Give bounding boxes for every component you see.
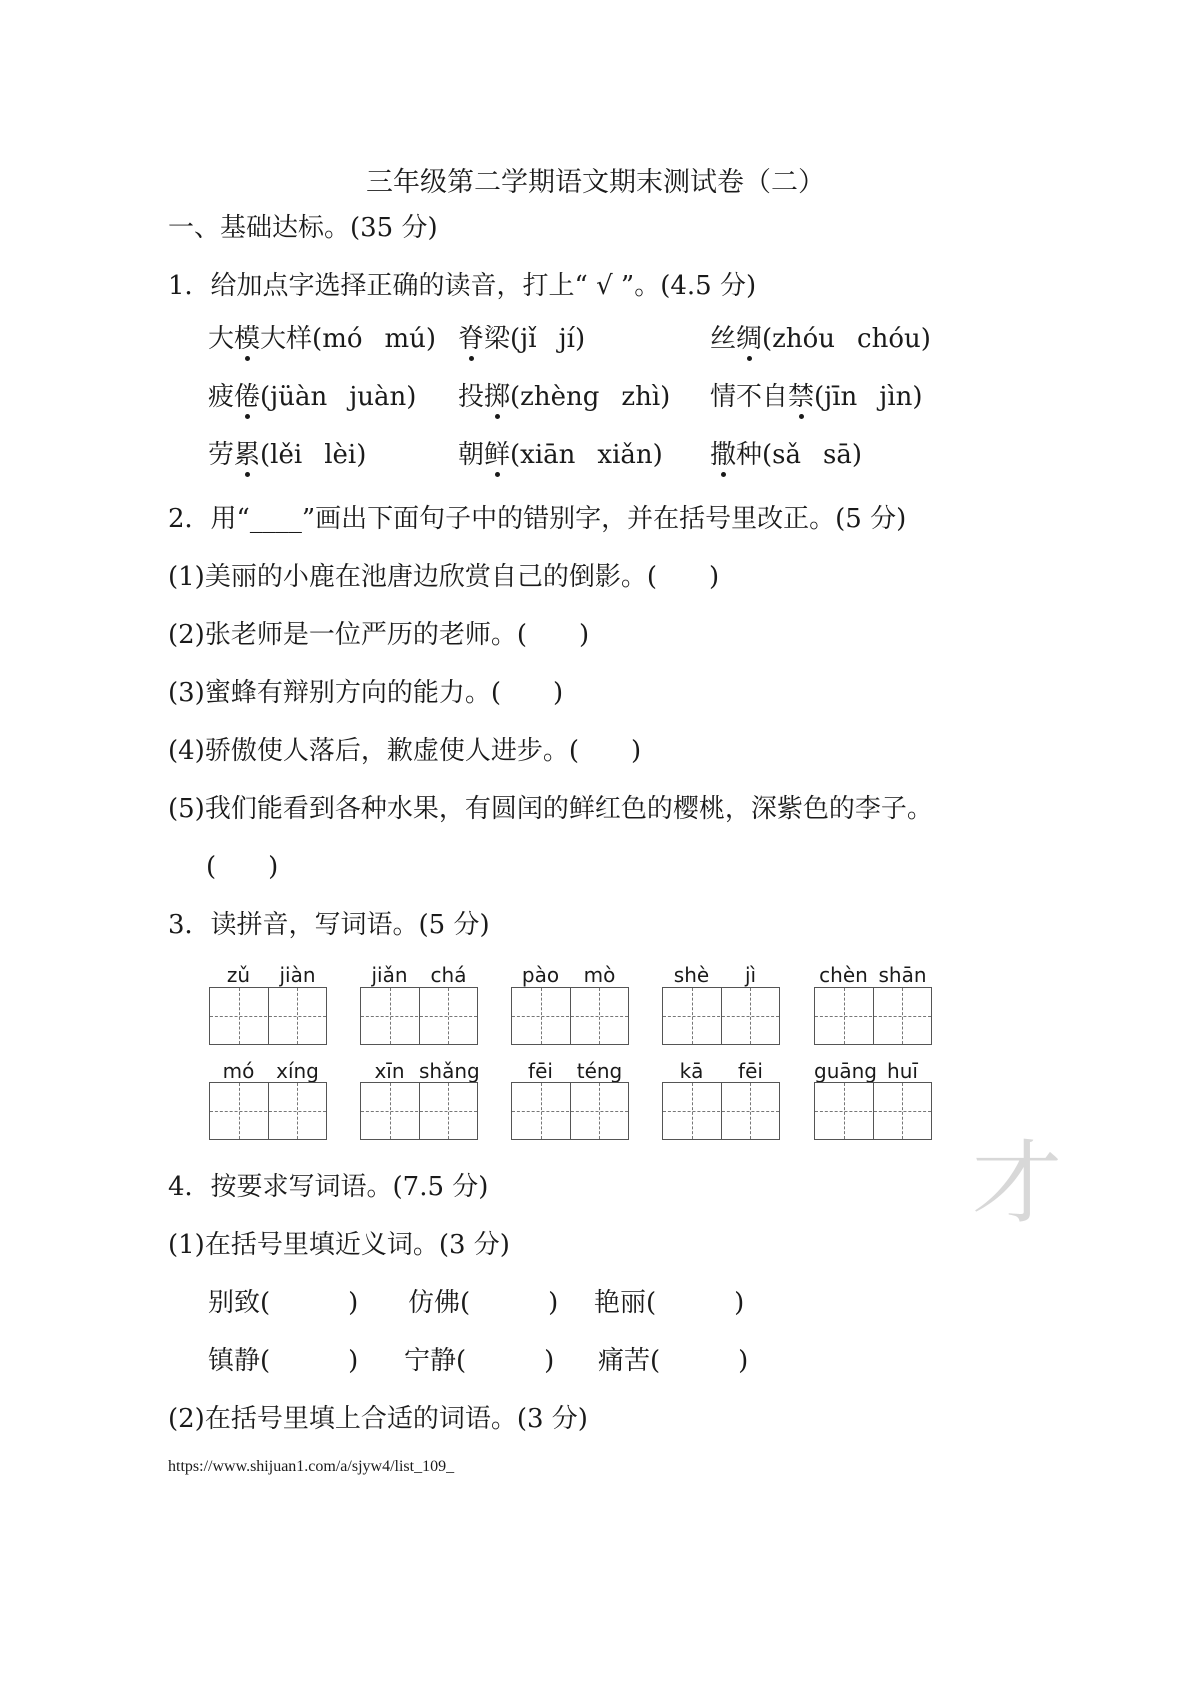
reading-option — [710, 376, 923, 413]
pinyin-choice: (lěi — [260, 440, 303, 470]
pinyin-choice: juàn) — [349, 382, 417, 412]
option-text: 种 — [736, 440, 763, 470]
pinyin-syllable: fēi — [738, 1059, 763, 1083]
question-2-heading: 2．用“____”画出下面句子中的错别字，并在括号里改正。(5 分) — [168, 504, 907, 534]
pinyin-syllable: shān — [878, 963, 927, 987]
reading-option — [710, 318, 931, 355]
option-text: 疲 — [208, 382, 235, 412]
reading-option — [710, 434, 862, 471]
question-2-item: (3)蜜蜂有辩别方向的能力。( ) — [168, 678, 564, 708]
pinyin-syllable: jì — [744, 963, 757, 987]
option-text: 大 — [208, 324, 235, 354]
watermark: 才 — [972, 1131, 1062, 1236]
synonym-blank: 艳丽( ) — [594, 1288, 745, 1318]
question-4-sub1: (1)在括号里填近义词。(3 分) — [168, 1230, 510, 1260]
pinyin-choice: (xiān — [510, 440, 576, 470]
pinyin-syllable: mó — [222, 1059, 255, 1083]
pinyin-choice: (jīn — [814, 382, 858, 412]
synonym-blank: 镇静( ) — [208, 1346, 359, 1376]
dotted-char: 撒 — [710, 434, 736, 471]
dotted-char: 绸 — [736, 318, 762, 355]
question-2-item: (5)我们能看到各种水果，有圆闰的鲜红色的樱桃，深紫色的李子。 — [168, 794, 933, 824]
pinyin-choice: (jüàn — [260, 382, 328, 412]
pinyin-choice: (mó — [312, 324, 363, 354]
pinyin-syllable: fēi — [528, 1059, 553, 1083]
footer-url: https://www.shijuan1.com/a/sjyw4/list_109_ — [168, 1458, 455, 1475]
writing-box[interactable] — [511, 1082, 629, 1140]
reading-option — [208, 434, 366, 471]
question-2-item: (2)张老师是一位严历的老师。( ) — [168, 620, 590, 650]
option-text: 情不自 — [710, 382, 789, 412]
answer-blank: ( ) — [206, 852, 279, 882]
option-text: 丝 — [710, 324, 737, 354]
pinyin-choice: (sǎ — [762, 440, 802, 470]
writing-box[interactable] — [662, 1082, 780, 1140]
pinyin-choice: (zhèng — [510, 382, 600, 412]
dotted-char: 禁 — [788, 376, 814, 413]
option-text: 朝 — [458, 440, 485, 470]
dotted-char: 鲜 — [484, 434, 510, 471]
synonym-blank: 别致( ) — [208, 1288, 359, 1318]
section-heading: 一、基础达标。(35 分) — [168, 213, 438, 243]
pinyin-syllable: kā — [679, 1059, 704, 1083]
question-2-item: (1)美丽的小鹿在池唐边欣赏自己的倒影。( ) — [168, 562, 720, 592]
writing-box[interactable] — [209, 1082, 327, 1140]
pinyin-syllable: chá — [430, 963, 467, 987]
pinyin-choice: (jǐ — [510, 324, 537, 354]
writing-box[interactable] — [360, 987, 478, 1045]
pinyin-syllable: jiǎn — [371, 963, 408, 987]
pinyin-syllable: shǎng — [419, 1059, 480, 1083]
pinyin-choice: mú) — [384, 324, 437, 354]
pinyin-choice: chóu) — [857, 324, 931, 354]
pinyin-syllable: téng — [576, 1059, 623, 1083]
pinyin-syllable: jiàn — [279, 963, 316, 987]
reading-option — [458, 376, 670, 413]
pinyin-syllable: xīn — [374, 1059, 405, 1083]
pinyin-syllable: mò — [583, 963, 616, 987]
pinyin-choice: sā) — [823, 440, 863, 470]
pinyin-syllable: pào — [521, 963, 560, 987]
page-title: 三年级第二学期语文期末测试卷（二） — [366, 167, 825, 198]
option-text: 大样 — [260, 324, 313, 354]
reading-option — [458, 434, 663, 471]
writing-box[interactable] — [662, 987, 780, 1045]
synonym-blank: 仿佛( ) — [408, 1288, 559, 1318]
question-3-heading: 3．读拼音，写词语。(5 分) — [168, 910, 490, 940]
question-1-heading: 1．给加点字选择正确的读音，打上“ √ ”。(4.5 分) — [168, 271, 757, 301]
dotted-char: 倦 — [234, 376, 260, 413]
pinyin-syllable: chèn — [819, 963, 868, 987]
pinyin-choice: (zhóu — [762, 324, 836, 354]
reading-option — [208, 318, 436, 355]
pinyin-syllable: huī — [887, 1059, 918, 1083]
dotted-char: 掷 — [484, 376, 510, 413]
pinyin-choice: jìn) — [879, 382, 923, 412]
pinyin-choice: lèi) — [324, 440, 367, 470]
reading-option — [208, 376, 416, 413]
option-text: 梁 — [484, 324, 511, 354]
synonym-blank: 痛苦( ) — [598, 1346, 749, 1376]
question-4-sub2: (2)在括号里填上合适的词语。(3 分) — [168, 1404, 588, 1434]
reading-option — [458, 318, 585, 355]
pinyin-syllable: xíng — [276, 1059, 319, 1083]
pinyin-choice: zhì) — [621, 382, 671, 412]
writing-box[interactable] — [209, 987, 327, 1045]
dotted-char: 脊 — [458, 318, 484, 355]
pinyin-choice: jí) — [558, 324, 586, 354]
pinyin-syllable: shè — [673, 963, 710, 987]
question-4-heading: 4．按要求写词语。(7.5 分) — [168, 1172, 489, 1202]
synonym-blank: 宁静( ) — [404, 1346, 555, 1376]
writing-box[interactable] — [511, 987, 629, 1045]
dotted-char: 模 — [234, 318, 260, 355]
option-text: 劳 — [208, 440, 235, 470]
dotted-char: 累 — [234, 434, 260, 471]
writing-box[interactable] — [360, 1082, 478, 1140]
question-2-item: (4)骄傲使人落后，歉虚使人进步。( ) — [168, 736, 642, 766]
option-text: 投 — [458, 382, 485, 412]
writing-box[interactable] — [814, 987, 932, 1045]
pinyin-choice: xiǎn) — [597, 440, 663, 470]
writing-box[interactable] — [814, 1082, 932, 1140]
pinyin-syllable: guāng — [814, 1059, 877, 1083]
pinyin-syllable: zǔ — [226, 963, 251, 987]
